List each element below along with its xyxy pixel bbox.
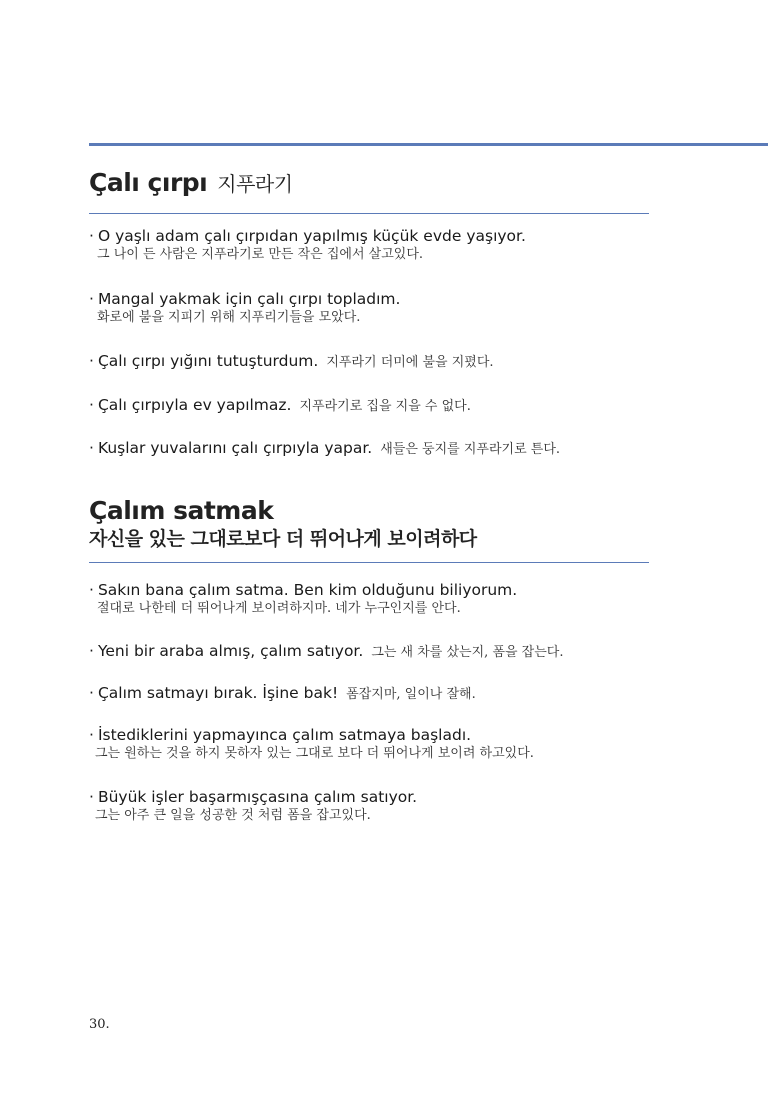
example-sentence xyxy=(89,641,649,662)
example-korean: 지푸라기로 집을 지을 수 없다. xyxy=(299,399,471,414)
section-divider xyxy=(89,562,649,563)
example-turkish: Kuşlar yuvalarını çalı çırpıyla yapar. xyxy=(97,439,373,457)
example-korean: 그는 새 차를 샀는지, 폼을 잡는다. xyxy=(371,645,564,660)
example-list xyxy=(89,580,649,825)
headword-turkish: Çalı çırpı xyxy=(89,168,208,197)
example-turkish: Yeni bir araba almış, çalım satıyor. xyxy=(97,642,364,660)
page-number: 30. xyxy=(89,1017,110,1032)
example-turkish: O yaşlı adam çalı çırpıdan yapılmış küçük evde yaşıyor. xyxy=(97,227,526,245)
bullet: · xyxy=(89,581,94,599)
example-sentence xyxy=(89,683,649,704)
section-divider xyxy=(89,213,649,214)
example-turkish: Çalı çırpıyla ev yapılmaz. xyxy=(97,396,292,414)
example-turkish: Mangal yakmak için çalı çırpı topladım. xyxy=(97,290,401,308)
bullet: · xyxy=(89,396,94,414)
top-divider xyxy=(89,143,768,146)
example-korean: 지푸라기 더미에 불을 지폈다. xyxy=(326,355,494,370)
headword-korean: 자신을 있는 그대로보다 더 뛰어나게 보이려하다 xyxy=(89,528,477,550)
bullet: · xyxy=(89,352,94,370)
example-list xyxy=(89,226,649,459)
example-korean: 화로에 불을 지피기 위해 지푸리기들을 모았다. xyxy=(97,310,361,325)
bullet: · xyxy=(89,726,94,744)
example-sentence xyxy=(89,226,649,264)
entry-headword xyxy=(89,166,649,201)
example-turkish: Büyük işler başarmışçasına çalım satıyor. xyxy=(97,788,418,806)
example-sentence xyxy=(89,725,649,763)
example-sentence xyxy=(89,351,649,372)
example-turkish: İstediklerini yapmayınca çalım satmaya başladı. xyxy=(97,726,472,744)
entry-calim-satmak xyxy=(89,494,649,825)
entry-headword xyxy=(89,494,649,552)
example-korean: 절대로 나한테 더 뛰어나게 보이려하지마. 네가 누구인지를 안다. xyxy=(97,601,461,616)
example-turkish: Çalım satmayı bırak. İşine bak! xyxy=(97,684,339,702)
example-turkish: Sakın bana çalım satma. Ben kim olduğunu biliyorum. xyxy=(97,581,518,599)
example-korean: 그는 아주 큰 일을 성공한 것 처럼 폼을 잡고있다. xyxy=(95,808,371,823)
bullet: · xyxy=(89,642,94,660)
example-sentence xyxy=(89,438,649,459)
example-sentence xyxy=(89,580,649,618)
example-korean: 폼잡지마, 일이나 잘해. xyxy=(346,687,476,702)
headword-korean: 지푸라기 xyxy=(217,172,293,196)
example-turkish: Çalı çırpı yığını tutuşturdum. xyxy=(97,352,319,370)
headword-turkish: Çalım satmak xyxy=(89,496,274,525)
bullet: · xyxy=(89,788,94,806)
example-sentence xyxy=(89,395,649,416)
bullet: · xyxy=(89,290,94,308)
entry-cali-cirpi xyxy=(89,166,649,459)
bullet: · xyxy=(89,684,94,702)
example-sentence xyxy=(89,289,649,327)
bullet: · xyxy=(89,227,94,245)
example-korean: 그는 원하는 것을 하지 못하자 있는 그대로 보다 더 뛰어나게 보이려 하고있다. xyxy=(95,746,534,761)
example-sentence xyxy=(89,787,649,825)
example-korean: 새들은 둥지를 지푸라기로 튼다. xyxy=(380,442,561,457)
example-korean: 그 나이 든 사람은 지푸라기로 만든 작은 집에서 살고있다. xyxy=(97,247,424,262)
bullet: · xyxy=(89,439,94,457)
